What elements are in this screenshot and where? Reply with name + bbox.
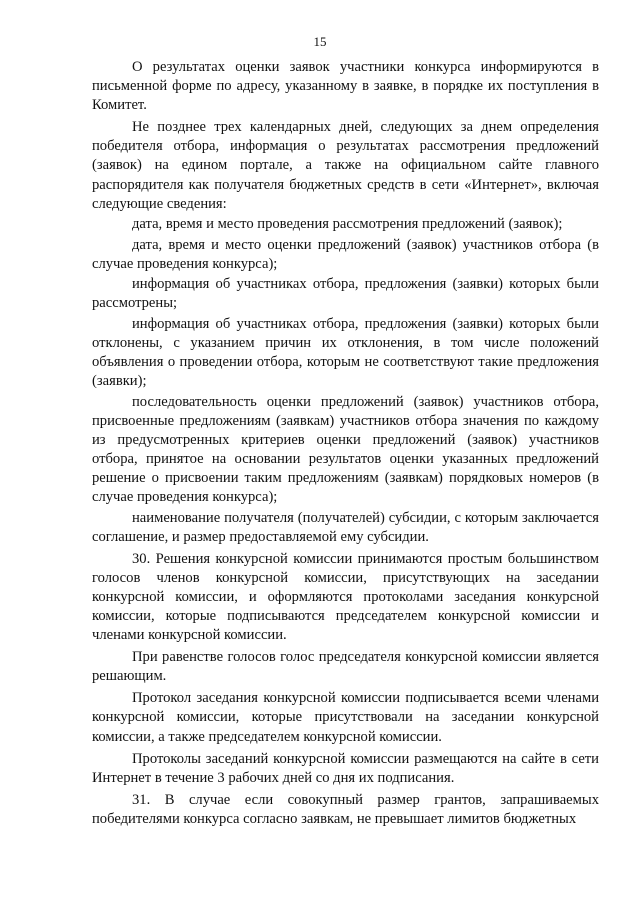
paragraph-protocol-publication: Протоколы заседаний конкурсной комиссии размещаются на сайте в сети Интернет в течение 3 рабочих дней со дня их подписания. <box>92 750 599 786</box>
paragraph-clause-31: 31. В случае если совокупный размер грантов, запрашиваемых победителями конкурса согласно заявкам, не превышает лимитов бюджетных <box>92 791 599 827</box>
paragraph-clause-30: 30. Решения конкурсной комиссии принимаются простым большинством голосов членов конкурсной комиссии, присутствующих на заседании конкурсной комиссии, и оформляются протоколами заседания конкурсной комиссии, которые подписываются председателем конкурсной комиссии и членами конкурсной комиссии. <box>92 550 599 644</box>
page-number: 15 <box>313 34 327 49</box>
paragraph-results-publication: Не позднее трех календарных дней, следующих за днем определения победителя отбора, информация о результатах рассмотрения предложений (заявок) на едином портале, а также на официальном сайте главного распорядителя как получателя бюджетных средств в сети «Интернет», включая следующие сведения: <box>92 119 599 212</box>
paragraph-protocol-signing: Протокол заседания конкурсной комиссии подписывается всеми членами конкурсной комиссии, которые присутствовали на заседании конкурсной комиссии, а также председателем конкурсной комиссии. <box>92 690 599 745</box>
paragraph-recipient-name: наименование получателя (получателей) субсидии, с которым заключается соглашение, и размер предоставляемой ему субсидии. <box>92 509 599 545</box>
paragraph-review-date: дата, время и место проведения рассмотрения предложений (заявок); <box>132 216 563 233</box>
paragraph-tie-vote: При равенстве голосов голос председателя конкурсной комиссии является решающим. <box>92 649 599 685</box>
paragraph-evaluation-notice: О результатах оценки заявок участники конкурса информируются в письменной форме по адресу, указанному в заявке, в порядке их поступления в Комитет. <box>92 59 599 114</box>
document-body <box>92 58 599 830</box>
paragraph-rejected-participants: информация об участниках отбора, предложения (заявки) которых были отклонены, с указанием причин их отклонения, в том числе положений объявления о проведении отбора, которым не соответствуют такие предложения (заявки); <box>92 315 599 390</box>
paragraph-evaluation-sequence: последовательность оценки предложений (заявок) участников отбора, присвоенные предложениям (заявкам) участников отбора значения по каждому из предусмотренных критериев оценки предложений (заявок) участников отбора, принятое на основании результатов оценки указанных предложений решение о присвоении таким предложениям (заявкам) порядковых номеров (в случае проведения конкурса); <box>92 393 599 506</box>
paragraph-evaluation-date: дата, время и место оценки предложений (заявок) участников отбора (в случае проведения конкурса); <box>92 236 599 272</box>
paragraph-reviewed-participants: информация об участниках отбора, предложения (заявки) которых были рассмотрены; <box>92 276 599 312</box>
